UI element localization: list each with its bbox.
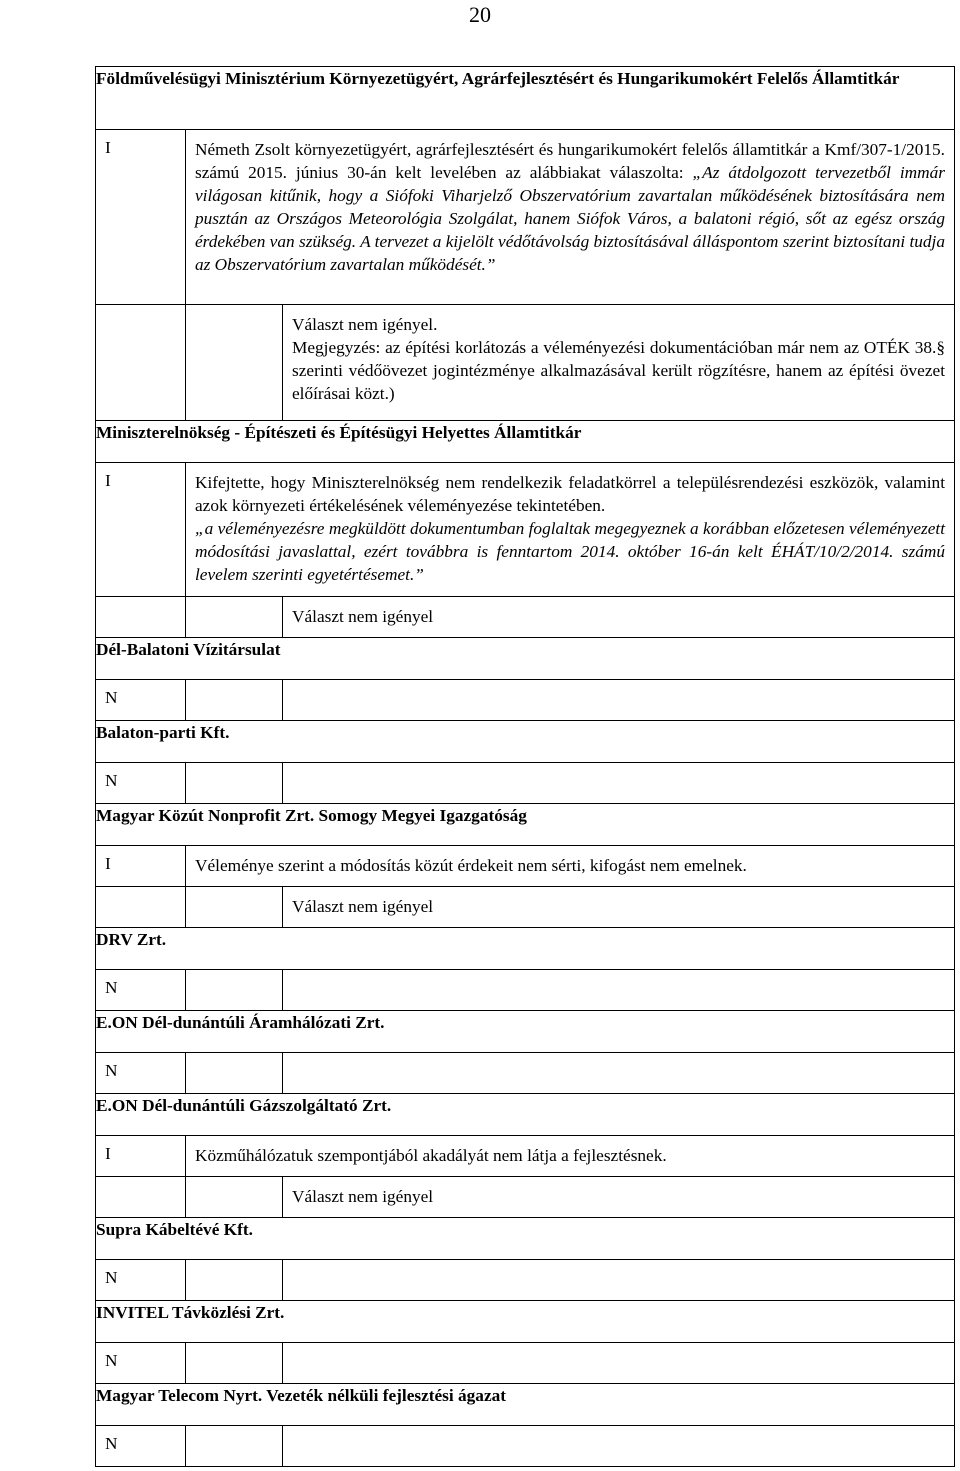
empty-cell — [186, 1053, 283, 1094]
opinion-row-bp — [96, 763, 955, 804]
opinion-text: Közműhálózatuk szempontjából akadályát nem látja a fejlesztésnek. — [186, 1136, 955, 1177]
empty-cell — [283, 763, 955, 804]
empty-cell — [283, 1426, 955, 1467]
response-row-fm — [96, 305, 955, 421]
opinion-row-eon-ara — [96, 1053, 955, 1094]
opinion-row-telecom — [96, 1426, 955, 1467]
opinion-code: N — [96, 1343, 186, 1384]
org-name: Balaton-parti Kft. — [96, 721, 955, 763]
opinion-code: N — [96, 680, 186, 721]
empty-cell — [186, 680, 283, 721]
opinion-text — [186, 130, 955, 305]
opinion-row-mk — [96, 846, 955, 887]
empty-cell — [186, 887, 283, 928]
org-row-invitel — [96, 1301, 955, 1343]
opinion-text — [186, 463, 955, 597]
empty-cell — [96, 597, 186, 638]
org-name: Magyar Telecom Nyrt. Vezeték nélküli fejlesztési ágazat — [96, 1384, 955, 1426]
opinion-code: N — [96, 1426, 186, 1467]
response-text: Választ nem igényel. — [292, 315, 438, 334]
empty-cell — [186, 970, 283, 1011]
org-name: E.ON Dél-dunántúli Gázszolgáltató Zrt. — [96, 1094, 955, 1136]
opinion-code: N — [96, 763, 186, 804]
empty-cell — [96, 887, 186, 928]
org-name: Miniszterelnökség - Építészeti és Építésügyi Helyettes Államtitkár — [96, 421, 955, 463]
opinion-row-invitel — [96, 1343, 955, 1384]
response-row-eon-gaz — [96, 1177, 955, 1218]
org-name: Magyar Közút Nonprofit Zrt. Somogy Megyei Igazgatóság — [96, 804, 955, 846]
empty-cell — [283, 1260, 955, 1301]
opinion-code: I — [96, 1136, 186, 1177]
empty-cell — [186, 597, 283, 638]
opinion-code: N — [96, 1260, 186, 1301]
opinion-text-plain: Kifejtette, hogy Miniszterelnökség nem rendelkezik feladatkörrel a településrendezési eszközök, valamint azok környezeti értékelésének véleményezése tekintetében. — [195, 473, 945, 515]
opinion-row-dbv — [96, 680, 955, 721]
empty-cell — [283, 680, 955, 721]
org-name: INVITEL Távközlési Zrt. — [96, 1301, 955, 1343]
opinion-row-eon-gaz — [96, 1136, 955, 1177]
response-row-mk — [96, 887, 955, 928]
empty-cell — [186, 1343, 283, 1384]
org-row-eon-ara — [96, 1011, 955, 1053]
org-row-supra — [96, 1218, 955, 1260]
org-name: Földművelésügyi Minisztérium Környezetügyért, Agrárfejlesztésért és Hungarikumokért Felelős Államtitkár — [96, 67, 955, 130]
org-row-me — [96, 421, 955, 463]
org-row-telecom — [96, 1384, 955, 1426]
empty-cell — [186, 305, 283, 421]
org-name: Dél-Balatoni Vízitársulat — [96, 638, 955, 680]
empty-cell — [283, 1053, 955, 1094]
org-row-mk — [96, 804, 955, 846]
opinion-quote: „a véleményezésre megküldött dokumentumban foglaltak megegyeznek a korábban előzetesen véleményezett módosítási javaslattal, ezért továbbra is fenntartom 2014. október 16-án kelt ÉHÁT/10/2/2014. számú levelem szerinti egyetértésemet.” — [195, 519, 945, 584]
org-row-dbv — [96, 638, 955, 680]
page-number: 20 — [469, 2, 491, 27]
opinion-code: N — [96, 1053, 186, 1094]
org-row-drv — [96, 928, 955, 970]
response-cell — [283, 305, 955, 421]
response-text: Választ nem igényel — [283, 597, 955, 638]
opinion-row-me — [96, 463, 955, 597]
opinion-text-plain: Németh Zsolt környezetügyért, agrárfejlesztésért és hungarikumokért felelős államtitkár a Kmf/307-1/2015. számú 2015. június 30-án kelt levelében az alábbiakat válaszolta: — [195, 140, 945, 182]
opinion-text: Véleménye szerint a módosítás közút érdekeit nem sérti, kifogást nem emelnek. — [186, 846, 955, 887]
opinion-row-supra — [96, 1260, 955, 1301]
opinion-code: N — [96, 970, 186, 1011]
empty-cell — [96, 305, 186, 421]
org-name: DRV Zrt. — [96, 928, 955, 970]
org-name: E.ON Dél-dunántúli Áramhálózati Zrt. — [96, 1011, 955, 1053]
empty-cell — [283, 970, 955, 1011]
empty-cell — [186, 1177, 283, 1218]
empty-cell — [186, 763, 283, 804]
org-row-eon-gaz — [96, 1094, 955, 1136]
opinion-row-fm — [96, 130, 955, 305]
opinion-code: I — [96, 130, 186, 305]
empty-cell — [283, 1343, 955, 1384]
response-row-me — [96, 597, 955, 638]
empty-cell — [186, 1426, 283, 1467]
opinion-code: I — [96, 846, 186, 887]
empty-cell — [186, 1260, 283, 1301]
opinion-row-drv — [96, 970, 955, 1011]
opinions-table — [95, 66, 955, 1467]
opinion-quote: „Az átdolgozott tervezetből immár világosan kitűnik, hogy a Siófoki Viharjelző Obszervatórium zavartalan működésének biztosítására nem pusztán az Országos Meteorológia Szolgálat, hanem Siófok Város, a balatoni régió, sőt az egész ország érdekében van szükség. A tervezet a kijelölt védőtávolság biztosításával álláspontom szerint biztosítani tudja az Obszervatórium zavartalan működését.” — [195, 163, 945, 274]
response-text: Választ nem igényel — [283, 887, 955, 928]
empty-cell — [96, 1177, 186, 1218]
org-name: Supra Kábeltévé Kft. — [96, 1218, 955, 1260]
opinion-code: I — [96, 463, 186, 597]
org-row-bp — [96, 721, 955, 763]
org-row-fm — [96, 67, 955, 130]
response-text: Választ nem igényel — [283, 1177, 955, 1218]
response-note: Megjegyzés: az építési korlátozás a véleményezési dokumentációban már nem az OTÉK 38.§ szerinti védőövezet jogintézménye alkalmazásával került rögzítésre, hanem az építési övezet előírásai közt.) — [292, 338, 945, 403]
